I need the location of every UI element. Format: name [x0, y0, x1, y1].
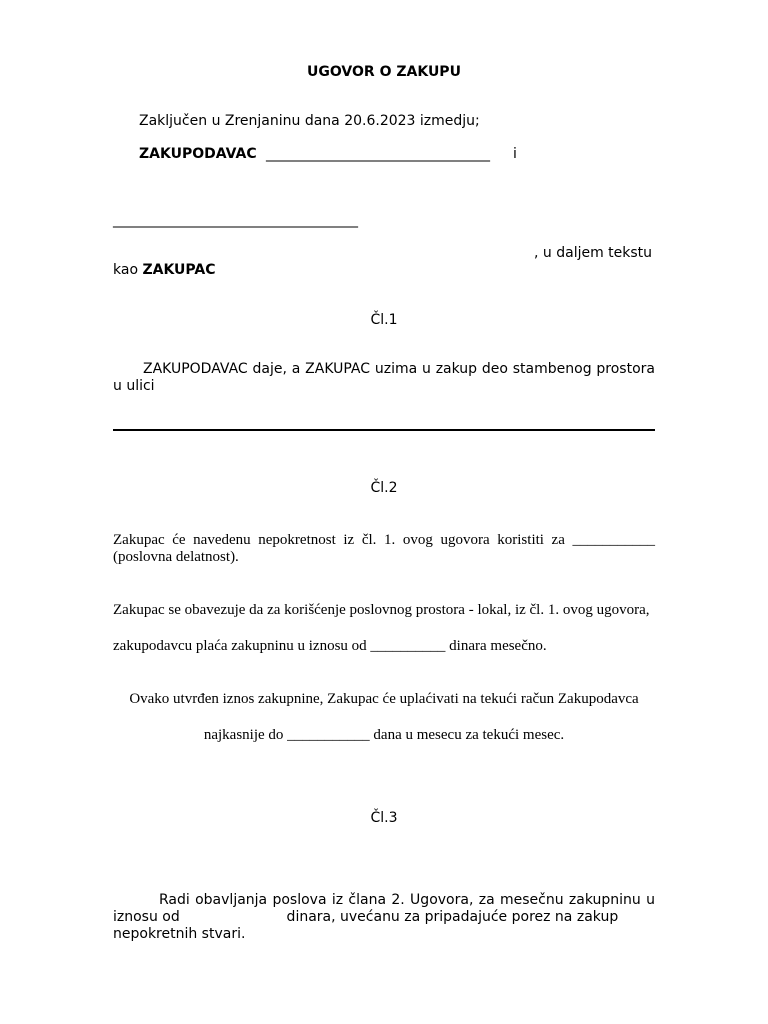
article-2-paragraph-2-line-1: Zakupac se obavezuje da za korišćenje poslovnog prostora - lokal, iz čl. 1. ovog ugovora, [113, 602, 650, 618]
street-blank-rule [113, 429, 655, 431]
article-2-heading: Čl.2 [370, 480, 398, 496]
article-2-paragraph-2-line-2: zakupodavcu plaća zakupninu u iznosu od __________ dinara mesečno. [113, 638, 547, 654]
article-1-line-2: u ulici [113, 378, 155, 394]
article-2-paragraph-1-line-2: (poslovna delatnost). [113, 549, 239, 565]
conjunction-i: i [513, 146, 517, 162]
article-3-line-3: nepokretnih stvari. [113, 926, 246, 942]
document-title: UGOVOR O ZAKUPU [307, 64, 461, 80]
zakupac-line [113, 262, 216, 278]
zakupodavac-blank: ________________________________ [266, 146, 490, 162]
kao-text: kao [113, 262, 139, 278]
article-3-line-2 [113, 909, 655, 925]
zakupac-label: ZAKUPAC [142, 262, 216, 278]
intro-line: Zaključen u Zrenjaninu dana 20.6.2023 izmedju; [139, 113, 480, 129]
article-3-line-2-text: iznosu od dinara, uvećanu za pripadajuće porez na zakup [113, 909, 619, 925]
zakupodavac-label: ZAKUPODAVAC [139, 146, 257, 162]
article-1-line-1: ZAKUPODAVAC daje, a ZAKUPAC uzima u zakup deo stambenog prostora [143, 361, 655, 377]
article-3-heading: Čl.3 [370, 810, 398, 826]
article-2-paragraph-3-line-2: najkasnije do ___________ dana u mesecu za tekući mesec. [203, 727, 565, 743]
daljem-tekstu-text: , u daljem tekstu [534, 245, 653, 261]
article-2-paragraph-1-line-1: Zakupac će navedenu nepokretnost iz čl. 1. ovog ugovora koristiti za ___________ [113, 532, 655, 548]
article-3-line-1: Radi obavljanja poslova iz člana 2. Ugovora, za mesečnu zakupninu u [159, 892, 655, 908]
article-2-paragraph-3-line-1: Ovako utvrđen iznos zakupnine, Zakupac će uplaćivati na tekući račun Zakupodavca [129, 691, 639, 707]
article-1-heading: Čl.1 [370, 312, 398, 328]
zakupac-blank-line: ___________________________________ [113, 212, 358, 228]
